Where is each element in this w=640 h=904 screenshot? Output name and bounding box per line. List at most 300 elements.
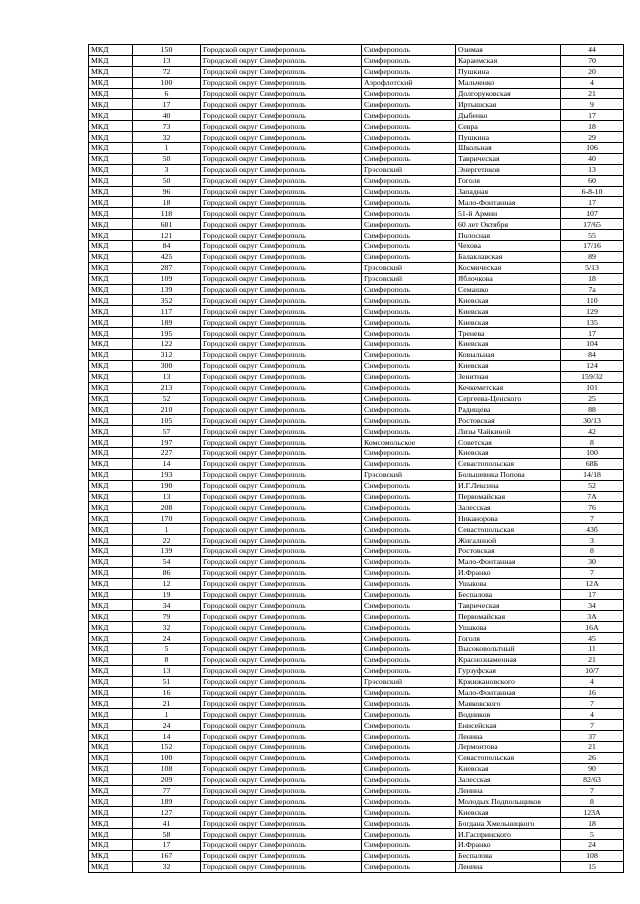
district-cell: Городской округ Симферополь — [201, 360, 362, 371]
table-row — [89, 164, 624, 175]
street-cell: 60 лет Октября — [456, 219, 561, 230]
locality-cell: Симферополь — [362, 742, 456, 753]
table-row — [89, 110, 624, 121]
locality-cell: Симферополь — [362, 404, 456, 415]
house-cell: 26 — [561, 752, 624, 763]
number-cell: 189 — [133, 317, 201, 328]
table-row — [89, 437, 624, 448]
district-cell: Городской округ Симферополь — [201, 774, 362, 785]
street-cell: Беспалова — [456, 850, 561, 861]
table-row — [89, 589, 624, 600]
district-cell: Городской округ Симферополь — [201, 556, 362, 567]
locality-cell: Симферополь — [362, 840, 456, 851]
table-row — [89, 197, 624, 208]
house-cell: 3 — [561, 535, 624, 546]
locality-cell: Симферополь — [362, 720, 456, 731]
type-cell: МКД — [89, 535, 133, 546]
street-cell: Киевская — [456, 447, 561, 458]
table-row — [89, 513, 624, 524]
number-cell: 32 — [133, 861, 201, 872]
number-cell: 24 — [133, 633, 201, 644]
house-cell: 100 — [561, 447, 624, 458]
type-cell: МКД — [89, 175, 133, 186]
house-cell: 40 — [561, 153, 624, 164]
house-cell: 17 — [561, 589, 624, 600]
table-row — [89, 153, 624, 164]
district-cell: Городской округ Симферополь — [201, 829, 362, 840]
type-cell: МКД — [89, 99, 133, 110]
street-cell: Дыбенко — [456, 110, 561, 121]
table-row — [89, 208, 624, 219]
locality-cell: Симферополь — [362, 88, 456, 99]
table-row — [89, 720, 624, 731]
street-cell: Залесская — [456, 502, 561, 513]
number-cell: 312 — [133, 349, 201, 360]
house-cell: 82/63 — [561, 774, 624, 785]
district-cell: Городской округ Симферополь — [201, 458, 362, 469]
district-cell: Городской округ Симферополь — [201, 622, 362, 633]
street-cell: Мало-Фонтанная — [456, 556, 561, 567]
table-row — [89, 578, 624, 589]
table-row — [89, 458, 624, 469]
district-cell: Городской округ Симферополь — [201, 731, 362, 742]
locality-cell: Симферополь — [362, 143, 456, 154]
district-cell: Городской округ Симферополь — [201, 371, 362, 382]
house-cell: 11 — [561, 643, 624, 654]
house-cell: 60 — [561, 175, 624, 186]
district-cell: Городской округ Симферополь — [201, 524, 362, 535]
table-row — [89, 415, 624, 426]
table-row — [89, 382, 624, 393]
number-cell: 50 — [133, 175, 201, 186]
district-cell: Городской округ Симферополь — [201, 382, 362, 393]
type-cell: МКД — [89, 785, 133, 796]
table-row — [89, 306, 624, 317]
number-cell: 17 — [133, 99, 201, 110]
locality-cell: Симферополь — [362, 197, 456, 208]
number-cell: 1 — [133, 143, 201, 154]
house-cell: 7 — [561, 698, 624, 709]
house-cell: 89 — [561, 251, 624, 262]
street-cell: Ростовская — [456, 415, 561, 426]
number-cell: 8 — [133, 654, 201, 665]
type-cell: МКД — [89, 328, 133, 339]
type-cell: МКД — [89, 295, 133, 306]
street-cell: Лермонтова — [456, 742, 561, 753]
number-cell: 96 — [133, 186, 201, 197]
house-cell: 21 — [561, 742, 624, 753]
district-cell: Городской округ Симферополь — [201, 99, 362, 110]
type-cell: МКД — [89, 230, 133, 241]
number-cell: 127 — [133, 807, 201, 818]
locality-cell: Симферополь — [362, 622, 456, 633]
street-cell: Иртышская — [456, 99, 561, 110]
number-cell: 210 — [133, 404, 201, 415]
house-cell: 42 — [561, 426, 624, 437]
house-cell: 9 — [561, 99, 624, 110]
table-row — [89, 709, 624, 720]
type-cell: МКД — [89, 469, 133, 480]
street-cell: Гоголя — [456, 633, 561, 644]
street-cell: Кечкеметская — [456, 382, 561, 393]
table-row — [89, 535, 624, 546]
locality-cell: Симферополь — [362, 850, 456, 861]
locality-cell: Симферополь — [362, 66, 456, 77]
type-cell: МКД — [89, 742, 133, 753]
table-row — [89, 99, 624, 110]
street-cell: Севастопольская — [456, 458, 561, 469]
street-cell: Жигалиной — [456, 535, 561, 546]
type-cell: МКД — [89, 132, 133, 143]
table-row — [89, 339, 624, 350]
number-cell: 17 — [133, 840, 201, 851]
district-cell: Городской округ Симферополь — [201, 339, 362, 350]
house-cell: 55 — [561, 230, 624, 241]
district-cell: Городской округ Симферополь — [201, 295, 362, 306]
type-cell: МКД — [89, 698, 133, 709]
table-row — [89, 317, 624, 328]
house-cell: 25 — [561, 393, 624, 404]
number-cell: 189 — [133, 796, 201, 807]
table-row — [89, 230, 624, 241]
locality-cell: Симферополь — [362, 317, 456, 328]
district-cell: Городской округ Симферополь — [201, 208, 362, 219]
type-cell: МКД — [89, 382, 133, 393]
table-row — [89, 818, 624, 829]
district-cell: Городской округ Симферополь — [201, 742, 362, 753]
number-cell: 32 — [133, 132, 201, 143]
district-cell: Городской округ Симферополь — [201, 241, 362, 252]
number-cell: 121 — [133, 230, 201, 241]
street-cell: Яблочкова — [456, 273, 561, 284]
locality-cell: Симферополь — [362, 360, 456, 371]
locality-cell: Симферополь — [362, 219, 456, 230]
table-row — [89, 273, 624, 284]
type-cell: МКД — [89, 77, 133, 88]
number-cell: 3 — [133, 164, 201, 175]
locality-cell: Симферополь — [362, 633, 456, 644]
locality-cell: Симферополь — [362, 752, 456, 763]
district-cell: Городской округ Симферополь — [201, 709, 362, 720]
locality-cell: Аэрофлотский — [362, 77, 456, 88]
number-cell: 122 — [133, 339, 201, 350]
table-row — [89, 829, 624, 840]
type-cell: МКД — [89, 578, 133, 589]
type-cell: МКД — [89, 502, 133, 513]
table-row — [89, 45, 624, 56]
district-cell: Городской округ Симферополь — [201, 687, 362, 698]
number-cell: 105 — [133, 415, 201, 426]
house-cell: 16 — [561, 687, 624, 698]
house-cell: 135 — [561, 317, 624, 328]
district-cell: Городской округ Симферополь — [201, 273, 362, 284]
street-cell: Краснознаменная — [456, 654, 561, 665]
district-cell: Городской округ Симферополь — [201, 404, 362, 415]
locality-cell: Симферополь — [362, 818, 456, 829]
number-cell: 79 — [133, 611, 201, 622]
locality-cell: Симферополь — [362, 698, 456, 709]
house-cell: 21 — [561, 654, 624, 665]
type-cell: МКД — [89, 273, 133, 284]
table-row — [89, 132, 624, 143]
street-cell: Первомайская — [456, 611, 561, 622]
locality-cell: Грэсовский — [362, 262, 456, 273]
number-cell: 170 — [133, 513, 201, 524]
number-cell: 13 — [133, 371, 201, 382]
type-cell: МКД — [89, 219, 133, 230]
table-row — [89, 545, 624, 556]
number-cell: 34 — [133, 600, 201, 611]
house-cell: 7 — [561, 720, 624, 731]
type-cell: МКД — [89, 850, 133, 861]
type-cell: МКД — [89, 807, 133, 818]
locality-cell: Симферополь — [362, 654, 456, 665]
type-cell: МКД — [89, 622, 133, 633]
type-cell: МКД — [89, 404, 133, 415]
street-cell: Ленина — [456, 731, 561, 742]
district-cell: Городской округ Симферополь — [201, 66, 362, 77]
street-cell: Киевская — [456, 295, 561, 306]
locality-cell: Симферополь — [362, 393, 456, 404]
type-cell: МКД — [89, 665, 133, 676]
district-cell: Городской округ Симферополь — [201, 840, 362, 851]
house-cell: 4 — [561, 77, 624, 88]
locality-cell: Симферополь — [362, 763, 456, 774]
number-cell: 14 — [133, 731, 201, 742]
table-row — [89, 600, 624, 611]
number-cell: 152 — [133, 742, 201, 753]
district-cell: Городской округ Симферополь — [201, 45, 362, 56]
street-cell: Богдана Хмельницкого — [456, 818, 561, 829]
district-cell: Городской округ Симферополь — [201, 850, 362, 861]
type-cell: МКД — [89, 426, 133, 437]
house-cell: 5/13 — [561, 262, 624, 273]
type-cell: МКД — [89, 88, 133, 99]
district-cell: Городской округ Симферополь — [201, 513, 362, 524]
district-cell: Городской округ Симферополь — [201, 861, 362, 872]
district-cell: Городской округ Симферополь — [201, 328, 362, 339]
type-cell: МКД — [89, 556, 133, 567]
house-cell: 10/7 — [561, 665, 624, 676]
number-cell: 14 — [133, 458, 201, 469]
street-cell: Караимская — [456, 55, 561, 66]
house-cell: 13 — [561, 164, 624, 175]
district-cell: Городской округ Симферополь — [201, 121, 362, 132]
table-row — [89, 447, 624, 458]
street-cell: Западная — [456, 186, 561, 197]
locality-cell: Симферополь — [362, 600, 456, 611]
locality-cell: Симферополь — [362, 611, 456, 622]
number-cell: 86 — [133, 567, 201, 578]
street-cell: Киевская — [456, 317, 561, 328]
type-cell: МКД — [89, 360, 133, 371]
district-cell: Городской округ Симферополь — [201, 55, 362, 66]
house-cell: 30/13 — [561, 415, 624, 426]
number-cell: 150 — [133, 45, 201, 56]
district-cell: Городской округ Симферополь — [201, 77, 362, 88]
house-cell: 4 — [561, 676, 624, 687]
type-cell: МКД — [89, 45, 133, 56]
table-row — [89, 295, 624, 306]
street-cell: Сергеева-Ценского — [456, 393, 561, 404]
house-cell: 7а — [561, 284, 624, 295]
number-cell: 300 — [133, 360, 201, 371]
table-row — [89, 567, 624, 578]
locality-cell: Симферополь — [362, 110, 456, 121]
street-cell: Киевская — [456, 360, 561, 371]
number-cell: 681 — [133, 219, 201, 230]
table-row — [89, 502, 624, 513]
type-cell: МКД — [89, 731, 133, 742]
house-cell: 107 — [561, 208, 624, 219]
locality-cell: Симферополь — [362, 295, 456, 306]
house-cell: 84 — [561, 349, 624, 360]
district-cell: Городской округ Симферополь — [201, 284, 362, 295]
number-cell: 13 — [133, 55, 201, 66]
street-cell: Энергетиков — [456, 164, 561, 175]
type-cell: МКД — [89, 676, 133, 687]
street-cell: Киевская — [456, 763, 561, 774]
table-row — [89, 349, 624, 360]
locality-cell: Симферополь — [362, 328, 456, 339]
district-cell: Городской округ Симферополь — [201, 175, 362, 186]
district-cell: Городской округ Симферополь — [201, 186, 362, 197]
street-cell: Ленина — [456, 861, 561, 872]
table-row — [89, 393, 624, 404]
number-cell: 24 — [133, 720, 201, 731]
district-cell: Городской округ Симферополь — [201, 426, 362, 437]
type-cell: МКД — [89, 589, 133, 600]
street-cell: Маяковского — [456, 698, 561, 709]
type-cell: МКД — [89, 654, 133, 665]
locality-cell: Симферополь — [362, 175, 456, 186]
house-cell: 18 — [561, 818, 624, 829]
table-row — [89, 404, 624, 415]
house-cell: 15 — [561, 861, 624, 872]
district-cell: Городской округ Симферополь — [201, 251, 362, 262]
district-cell: Городской округ Симферополь — [201, 110, 362, 121]
type-cell: МКД — [89, 339, 133, 350]
house-cell: 6-8-10 — [561, 186, 624, 197]
number-cell: 73 — [133, 121, 201, 132]
house-cell: 8 — [561, 545, 624, 556]
type-cell: МКД — [89, 447, 133, 458]
house-cell: 17/16 — [561, 241, 624, 252]
number-cell: 52 — [133, 393, 201, 404]
type-cell: МКД — [89, 153, 133, 164]
district-cell: Городской округ Симферополь — [201, 197, 362, 208]
house-cell: 17/65 — [561, 219, 624, 230]
locality-cell: Симферополь — [362, 241, 456, 252]
locality-cell: Симферополь — [362, 731, 456, 742]
locality-cell: Симферополь — [362, 807, 456, 818]
district-cell: Городской округ Симферополь — [201, 132, 362, 143]
locality-cell: Симферополь — [362, 45, 456, 56]
type-cell: МКД — [89, 611, 133, 622]
number-cell: 139 — [133, 545, 201, 556]
number-cell: 167 — [133, 850, 201, 861]
district-cell: Городской округ Симферополь — [201, 219, 362, 230]
locality-cell: Симферополь — [362, 491, 456, 502]
locality-cell: Симферополь — [362, 382, 456, 393]
number-cell: 16 — [133, 687, 201, 698]
type-cell: МКД — [89, 437, 133, 448]
street-cell: Озимая — [456, 45, 561, 56]
house-cell: 3А — [561, 611, 624, 622]
type-cell: МКД — [89, 567, 133, 578]
table-row — [89, 66, 624, 77]
district-cell: Городской округ Симферополь — [201, 676, 362, 687]
house-cell: 12А — [561, 578, 624, 589]
street-cell: Полосная — [456, 230, 561, 241]
locality-cell: Грэсовский — [362, 273, 456, 284]
number-cell: 19 — [133, 589, 201, 600]
table-row — [89, 175, 624, 186]
number-cell: 195 — [133, 328, 201, 339]
locality-cell: Симферополь — [362, 796, 456, 807]
house-cell: 21 — [561, 88, 624, 99]
district-cell: Городской округ Симферополь — [201, 578, 362, 589]
district-cell: Городской округ Симферополь — [201, 643, 362, 654]
district-cell: Городской округ Симферополь — [201, 317, 362, 328]
house-cell: 18 — [561, 273, 624, 284]
locality-cell: Симферополь — [362, 513, 456, 524]
number-cell: 100 — [133, 752, 201, 763]
house-cell: 14/18 — [561, 469, 624, 480]
type-cell: МКД — [89, 840, 133, 851]
table-row — [89, 241, 624, 252]
number-cell: 57 — [133, 426, 201, 437]
table-row — [89, 807, 624, 818]
locality-cell: Симферополь — [362, 709, 456, 720]
street-cell: Киевская — [456, 339, 561, 350]
house-cell: 108 — [561, 850, 624, 861]
street-cell: Тренева — [456, 328, 561, 339]
district-cell: Городской округ Симферополь — [201, 535, 362, 546]
locality-cell: Симферополь — [362, 502, 456, 513]
locality-cell: Симферополь — [362, 567, 456, 578]
house-cell: 7 — [561, 513, 624, 524]
type-cell: МКД — [89, 513, 133, 524]
type-cell: МКД — [89, 55, 133, 66]
table-row — [89, 219, 624, 230]
street-cell: Севра — [456, 121, 561, 132]
locality-cell: Симферополь — [362, 153, 456, 164]
house-cell: 159/32 — [561, 371, 624, 382]
street-cell: Ленина — [456, 785, 561, 796]
table-row — [89, 55, 624, 66]
locality-cell: Грэсовский — [362, 676, 456, 687]
type-cell: МКД — [89, 110, 133, 121]
house-cell: 129 — [561, 306, 624, 317]
table-row — [89, 186, 624, 197]
street-cell: Беспалова — [456, 589, 561, 600]
table-row — [89, 611, 624, 622]
number-cell: 213 — [133, 382, 201, 393]
number-cell: 208 — [133, 502, 201, 513]
type-cell: МКД — [89, 458, 133, 469]
district-cell: Городской округ Симферополь — [201, 611, 362, 622]
street-cell: И.Франко — [456, 567, 561, 578]
table-row — [89, 328, 624, 339]
locality-cell: Симферополь — [362, 480, 456, 491]
street-cell: Балаклавская — [456, 251, 561, 262]
table-row — [89, 676, 624, 687]
table-row — [89, 654, 624, 665]
number-cell: 12 — [133, 578, 201, 589]
locality-cell: Симферополь — [362, 687, 456, 698]
number-cell: 58 — [133, 829, 201, 840]
